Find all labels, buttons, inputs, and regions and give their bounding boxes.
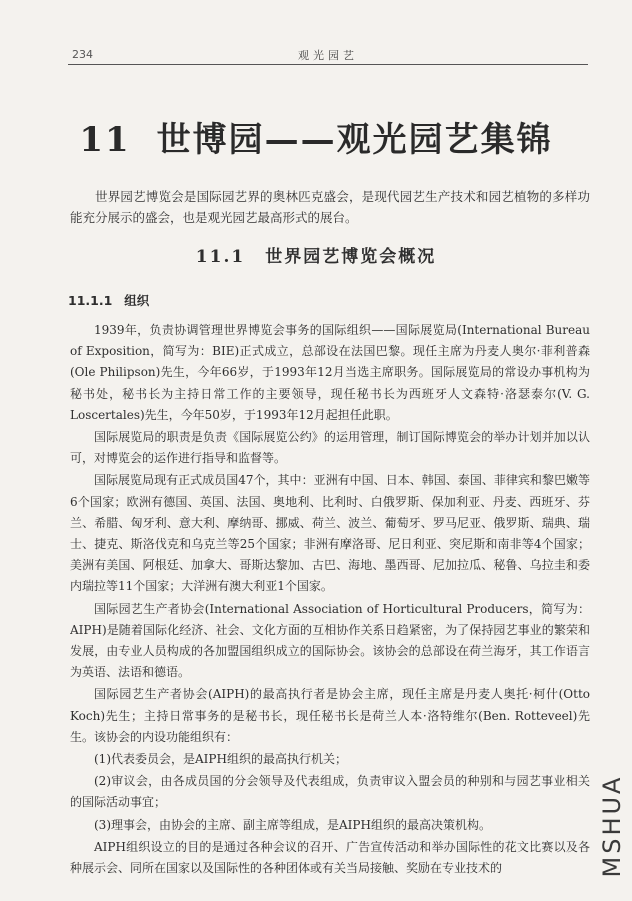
chapter-title-text: 世博园——观光园艺集锦: [156, 120, 553, 160]
list-item: (3)理事会，由协会的主席、副主席等组成，是AIPH组织的最高决策机构。: [94, 817, 491, 832]
section-title-text: 世界园艺博览会概况: [265, 247, 437, 267]
subsection-title-text: 组织: [124, 293, 150, 308]
list-item: (2)审议会，由各成员国的分会领导及代表组成，负责审议入盟会员的种别和与园艺事业相关的国际活动事宜；: [70, 774, 590, 810]
section-number: 11.1: [195, 247, 246, 267]
page-number: 234: [72, 48, 93, 61]
paragraph: 1939年，负责协调管理世界博览会事务的国际组织——国际展览局(International Bureau of Exposition，简写为：BIE)正式成立，总部设在法国巴黎。现任主席为丹麦人奥尔·菲利普森(Ole Philipson)先生，今年66岁，于1993年12月当选主席职务。国际展览局的常设办事机构为秘书处，秘书长为主持日常工作的主要领导，现任秘书长为西班牙人文森特·洛瑟泰尔(V. G. Loscertales)先生，今年50岁，于1993年12月起担任此职。: [70, 323, 590, 422]
watermark-text: MSHUA: [598, 774, 626, 878]
watermark: [598, 760, 628, 892]
running-head: 观光园艺: [298, 49, 358, 62]
chapter-number: 11: [79, 120, 131, 160]
subsection-title: [68, 291, 149, 309]
subsection-number: 11.1.1: [68, 293, 113, 308]
chapter-title: [0, 112, 632, 161]
paragraph: 国际园艺生产者协会(AIPH)的最高执行者是协会主席，现任主席是丹麦人奥托·柯什(Otto Koch)先生；主持日常事务的是秘书长，现任秘书长是荷兰人本·洛特维尔(Ben. Rotteveel)先生。该协会的内设功能组织有：: [70, 687, 590, 744]
page-header: [68, 44, 588, 65]
paragraph: 国际展览局的职责是负责《国际展览公约》的运用管理，制订国际博览会的举办计划并加以认可，对博览会的运作进行指导和监督等。: [70, 430, 590, 466]
list-item: (1)代表委员会，是AIPH组织的最高执行机关；: [94, 752, 347, 767]
paragraph: 国际展览局现有正式成员国47个，其中：亚洲有中国、日本、韩国、泰国、菲律宾和黎巴嫩等6个国家；欧洲有德国、英国、法国、奥地利、比利时、白俄罗斯、保加利亚、丹麦、西班牙、芬兰、希腊、匈牙利、意大利、摩纳哥、挪威、荷兰、波兰、葡萄牙、罗马尼亚、俄罗斯、瑞典、瑞士、捷克、斯洛伐克和乌克兰等25个国家；非洲有摩洛哥、尼日利亚、突尼斯和南非等4个国家；美洲有美国、阿根廷、加拿大、哥斯达黎加、古巴、海地、墨西哥、尼加拉瓜、秘鲁、乌拉圭和委内瑞拉等11个国家；大洋洲有澳大利亚1个国家。: [70, 473, 590, 594]
section-title: [0, 242, 632, 267]
body-text: [70, 320, 590, 890]
chapter-intro: 世界园艺博览会是国际园艺界的奥林匹克盛会，是现代园艺生产技术和园艺植物的多样功能充分展示的盛会，也是观光园艺最高形式的展台。: [70, 189, 590, 225]
paragraph: 国际园艺生产者协会(International Association of Horticultural Producers，简写为：AIPH)是随着国际化经济、社会、文化方面的互相协作关系日趋紧密，为了保持园艺事业的繁荣和发展，由专业人员构成的各加盟国组织成立的国际协会。该协会的总部设在荷兰海牙，其工作语言为英语、法语和德语。: [70, 601, 590, 680]
paragraph: AIPH组织设立的目的是通过各种会议的召开、广告宣传活动和举办国际性的花文比赛以及各种展示会、同所在国家以及国际性的各种团体或有关当局接触、奖励在专业技术的: [70, 839, 590, 876]
